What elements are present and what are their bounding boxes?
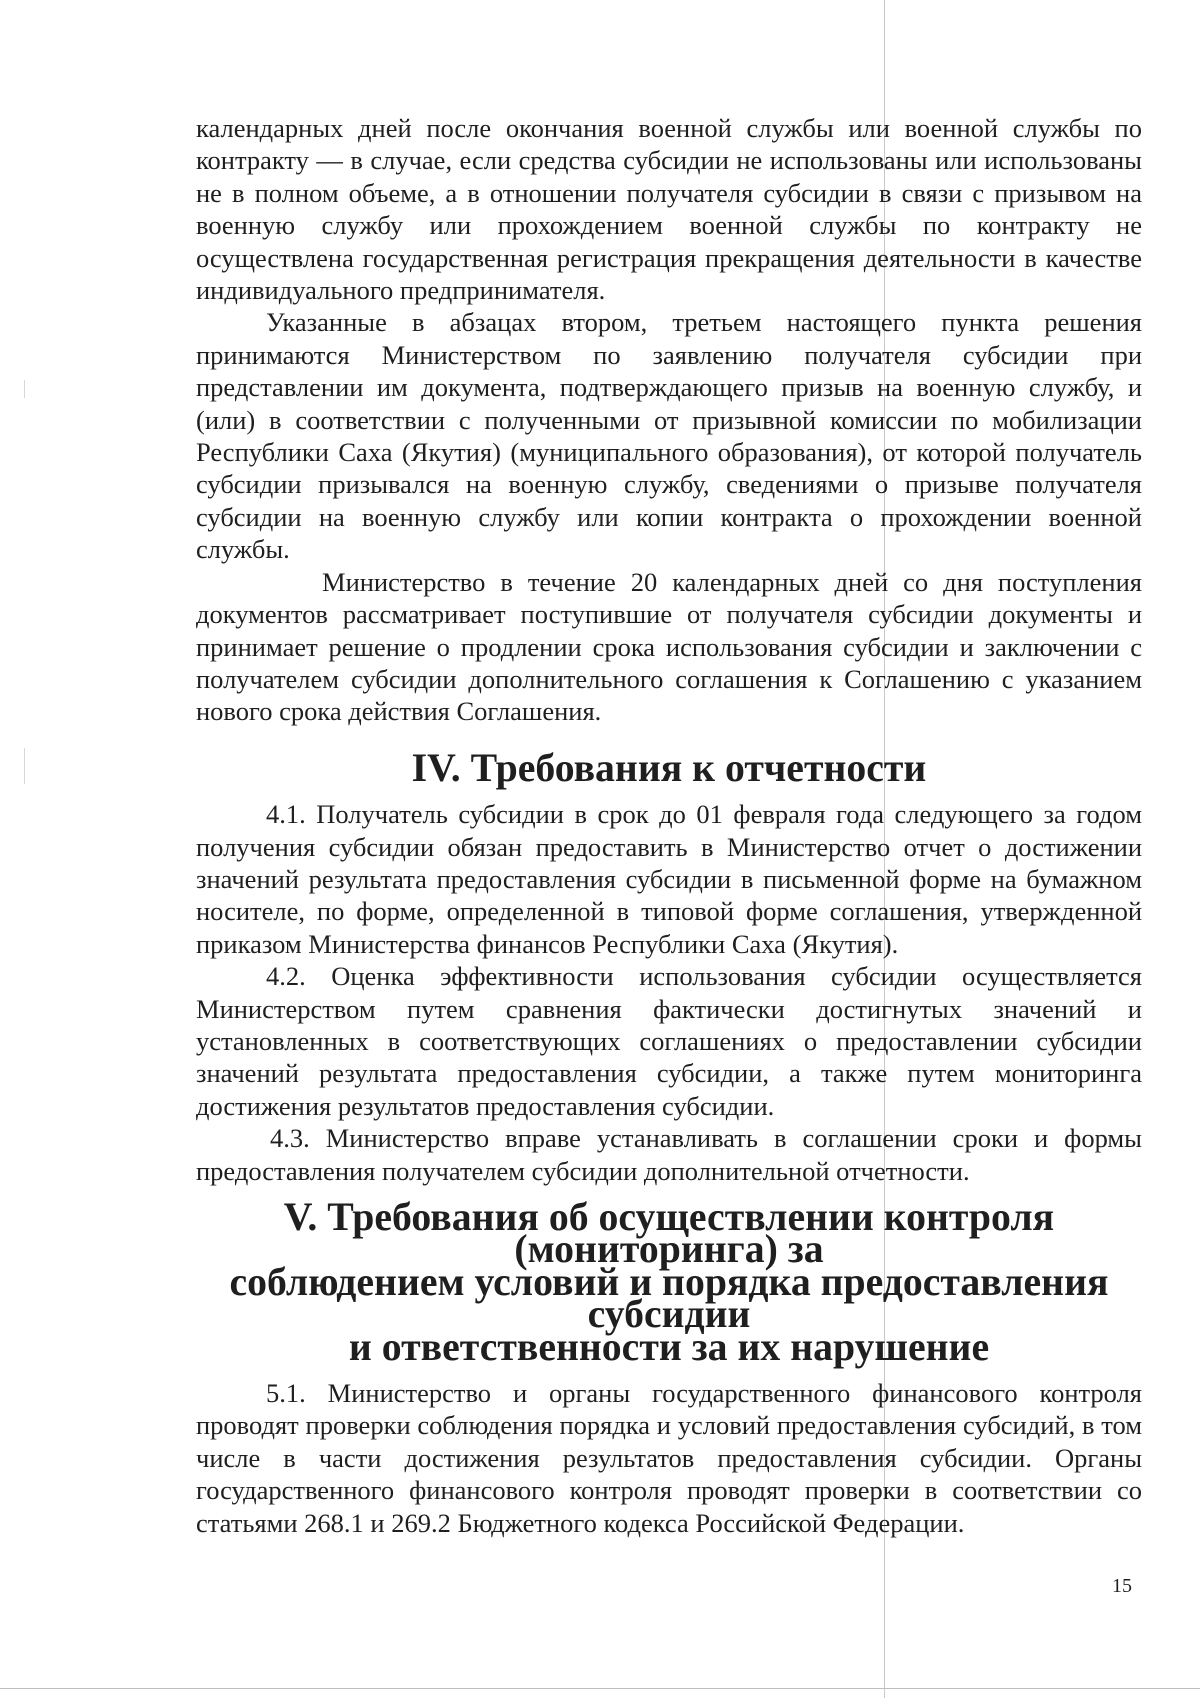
scan-edge-mark xyxy=(24,748,25,784)
section-5-heading-line: соблюдением условий и порядка предоставления субсидии xyxy=(229,1259,1109,1337)
paragraph-ministry-review: Министерство в течение 20 календарных дней со дня поступления документов рассматривает поступившие от получателя субсидии документы и принимает решение о продлении срока использования субсидии и заключении с получателем субсидии дополнительного соглашения к Соглашению с указанием нового срока действия Соглашения. xyxy=(196,566,1142,727)
page-number: 15 xyxy=(1112,1575,1132,1597)
section-5-heading-line: и ответственности за их нарушение xyxy=(348,1324,990,1369)
paragraph-4-1: 4.1. Получатель субсидии в срок до 01 февраля года следующего за годом получения субсидии обязан предоставить в Министерство отчет о достижении значений результата предоставления субсидии в письменной форме на бумажном носителе, по форме, определенной в типовой форме соглашения, утвержденной приказом Министерства финансов Республики Саха (Якутия). xyxy=(196,799,1142,959)
paragraph-4-3: 4.3. Министерство вправе устанавливать в соглашении сроки и формы предоставления получателем субсидии дополнительной отчетности. xyxy=(196,1123,1142,1186)
paragraph-continuation: календарных дней после окончания военной службы или военной службы по контракту — в случае, если средства субсидии не использованы или использованы не в полном объеме, а в отношении получателя субсидии в связи с призывом на военную службу или прохождением военной службы по контракту не осуществлена государственная регистрация прекращения деятельности в качестве индивидуального предпринимателя. xyxy=(196,113,1142,306)
section-4-heading: IV. Требования к отчетности xyxy=(411,745,927,790)
paragraph-decisions: Указанные в абзацах втором, третьем настоящего пункта решения принимаются Министерством по заявлению получателя субсидии при представлении им документа, подтверждающего призыв на военную службу, и (или) в соответствии с полученными от призывной комиссии по мобилизации Республики Саха (Якутия) (муниципального образования), от которой получатель субсидии призывался на военную службу, сведениями о призыве получателя субсидии на военную службу или копии контракта о прохождении военной службы. xyxy=(196,307,1142,565)
section-5-heading xyxy=(196,1195,1142,1369)
document-body xyxy=(196,112,1142,1539)
section-5-heading-line: V. Требования об осуществлении контроля (мониторинга) за xyxy=(283,1195,1055,1272)
scan-bottom-edge xyxy=(0,1688,1200,1689)
paragraph-5-1: 5.1. Министерство и органы государственного финансового контроля проводят проверки соблюдения порядка и условий предоставления субсидий, в том числе в части достижения результатов предоставления субсидии. Органы государственного финансового контроля проводят проверки в соответствии со статьями 268.1 и 269.2 Бюджетного кодекса Российской Федерации. xyxy=(196,1378,1142,1538)
scan-edge-mark xyxy=(24,380,25,398)
paragraph-4-2: 4.2. Оценка эффективности использования субсидии осуществляется Министерством путем сравнения фактически достигнутых значений и установленных в соответствующих соглашениях о предоставлении субсидии значений результата предоставления субсидии, а также путем мониторинга достижения результатов предоставления субсидии. xyxy=(196,961,1142,1121)
